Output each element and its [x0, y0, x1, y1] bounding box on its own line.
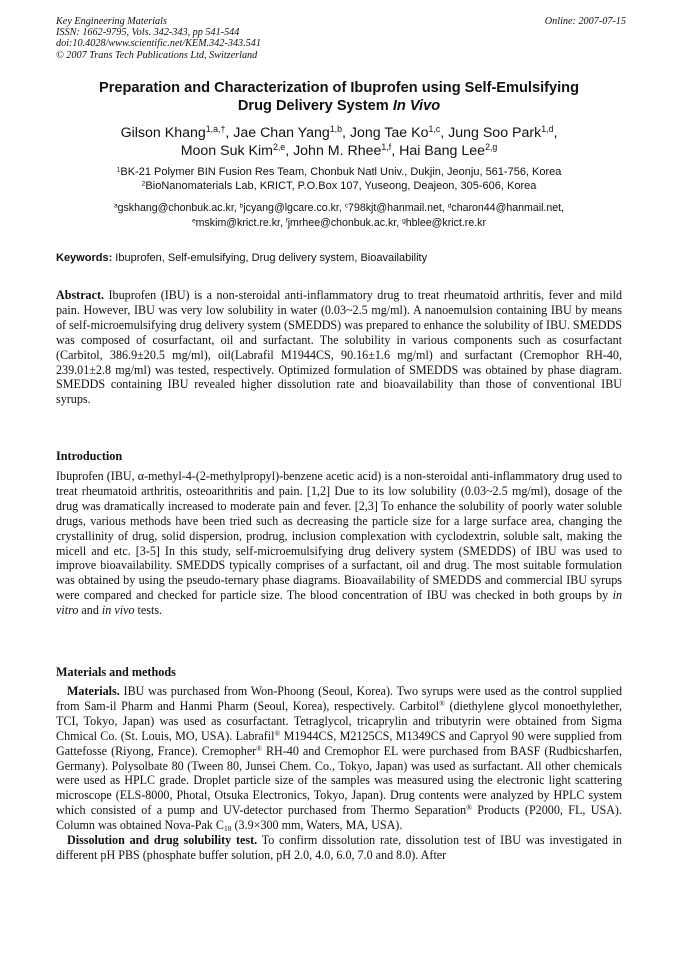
paper-title [40, 80, 638, 115]
in-vivo-term: in vivo [101, 603, 135, 618]
author-line-2: Moon Suk Kim$^{2,e}$, John M. Rhee$^{1,f}$, Hai Bang Lee$^{2,g}$ [180, 142, 498, 159]
email-sup: e [192, 216, 196, 224]
copyright: © 2007 Trans Tech Publications Ltd, Switzerland [56, 49, 258, 61]
author: Gilson Khang [120, 125, 206, 141]
affiliation-text: BK-21 Polymer BIN Fusion Res Team, Chonbuk Natl Univ., Dukjin, Jeonju, 561-756, Korea [120, 166, 562, 178]
registered-mark: ® [256, 743, 262, 753]
registered-mark: ® [466, 803, 472, 813]
author: Hai Bang Lee [399, 143, 486, 159]
materials-text: IBU was purchased from Won-Phoong (Seoul, Korea). Two syrups were used as the control supplied from Sam-il Pharm and Hanmi Pharm (Seoul, Korea), respectively. Carbitol [56, 684, 622, 713]
in-vitro-term: in vitro [56, 588, 622, 618]
section-heading-methods [56, 665, 176, 680]
materials-paragraph [56, 684, 622, 833]
introduction-body [56, 469, 622, 618]
title-line-2-text: Drug Delivery System [237, 97, 393, 114]
registered-mark: ® [274, 728, 281, 738]
introduction-text: tests. [134, 603, 163, 618]
author-sup: 1,c [428, 124, 441, 135]
keywords-text: Ibuprofen, Self-emulsifying, Drug delivery system, Bioavailability [112, 252, 428, 264]
subscript: 18 [223, 824, 232, 834]
dissolution-label: Dissolution and drug solubility test. [67, 833, 258, 848]
title-line-2 [40, 98, 638, 116]
email-link[interactable]: jcyang@lgcare.co.kr, [243, 202, 345, 214]
methods-body [56, 684, 622, 863]
issn: ISSN: 1662-9795, Vols. 342-343, pp 541-544 [56, 27, 240, 39]
author-list [40, 124, 638, 160]
author-sup: 1,f [381, 142, 392, 153]
email-link[interactable]: jmrhee@chonbuk.ac.kr, [287, 216, 403, 229]
affiliation-sup: 2 [141, 180, 146, 188]
materials-text: (3.9×300 mm, Waters, MA, USA). [231, 818, 403, 833]
materials-text: M1944CS, M2125CS, M1349CS and Capryol 90 were supplied from Gattefosse (Riyong, France). Cremopher [56, 728, 622, 758]
author-sup: 2,g [485, 142, 498, 153]
email-sup: g [402, 216, 406, 224]
affiliation-2 [40, 179, 638, 193]
email-sup: f [285, 216, 288, 224]
materials-label: Materials. [67, 684, 120, 698]
affiliation-sup: 1 [116, 166, 121, 174]
title-line-1: Preparation and Characterization of Ibuprofen using Self-Emulsifying [98, 80, 580, 96]
email-link[interactable]: mskim@krict.re.kr, [195, 216, 286, 229]
author-sup: 2,e [272, 142, 286, 153]
author-sup: 1,a,† [205, 124, 226, 135]
author-line-1: Gilson Khang$^{1,a,\dagger}$, Jae Chan Yang$^{1,b}$, Jong Tae Ko$^{1,c}$, Jung Soo Park$^{1,d}$, [120, 124, 558, 141]
email-sup: a [113, 202, 118, 210]
doi: doi:10.4028/www.scientific.net/KEM.342-343.541 [56, 38, 261, 50]
email-link[interactable]: hblee@krict.re.kr [405, 216, 486, 229]
affiliation-text: BioNanomaterials Lab, KRICT, P.O.Box 107, Yuseong, Deajeon, 305-606, Korea [145, 180, 537, 192]
email-line-1 [40, 201, 638, 216]
affiliations [40, 165, 638, 193]
registered-mark: ® [439, 698, 445, 708]
materials-text: RH-40 and Cremophor EL were purchased from BASF (Rudbicsharfen, Germany). Polysolbate 80 (Tween 80, Junsei Chem. Co., Tokyo, Japan) was used as surfactant. All other chemicals were used as HPLC grade. Droplet particle size of the samples was measured using the electronic light scattering microscope (ELS-8000, Photal, Otsuka Electronics, Tokyo, Japan). Drug contents were analyzed by HPLC system which consisted of a pump and UV-detector purchased from Thermo Separation [56, 743, 622, 818]
email-link[interactable]: 798kjt@hanmail.net, [348, 202, 448, 214]
abstract-label: Abstract. [56, 288, 105, 302]
introduction-text: Ibuprofen (IBU, α-methyl-4-(2-methylpropyl)-benzene acetic acid) is a non-steroidal anti-inflammatory drug used to treat rheumatoid arthritis, osteoarithritis and pain. [1,2] Due to its low solubility (0.03~2.5 mg/ml), dosage of the drug was dramatically increased to moderate pain and fever. [2,3] To enhance the solubility of poorly water soluble drugs, various methods have been tried such as decreasing the particle size for a large surface area, changing the crystallinity of drug, solid dispersion, prodrug, inclusion complexation with cyclodextrin, soluble salt, making the micell and etc. [3-5] In this study, self-microemulsifying drug delivery system (SMEDDS) of IBU was used to improve bioavailability. SMEDDS typically comprises of a surfactant, oil and drug. The most suitable formulation was obtained by using the pseudo-ternary phase diagrams. Bioavailability of SMEDDS and commercial IBU syrups were compared and checked for particle size. The blood concentration of IBU was checked in both groups by [56, 469, 622, 603]
introduction-text: and [78, 603, 102, 618]
author: Jae Chan Yang [233, 125, 330, 141]
affiliation-1 [40, 165, 638, 179]
email-sup: c [344, 202, 349, 210]
author: John M. Rhee [293, 143, 382, 159]
abstract [56, 288, 622, 407]
keywords [56, 251, 622, 265]
email-sup: d [447, 202, 452, 210]
author: Jong Tae Ko [349, 125, 429, 141]
materials-text: (diethylene glycol monoethylether, TCI, Tokyo, Japan) was used as cosurfactant. Tetraglycol, tricaprylin and tributyrin were obtained from Sigma Chmical Co. (St. Louis, MO, USA). Labrafil [56, 698, 622, 743]
materials-text: Products (P2000, FL, USA). Column was obtained Nova-Pak C [56, 803, 622, 833]
keywords-label: Keywords: [56, 252, 113, 264]
email-link[interactable]: charon44@hanmail.net, [451, 202, 565, 214]
email-sup: b [239, 202, 244, 210]
running-header [56, 16, 626, 61]
title-in-vivo: In Vivo [392, 97, 441, 114]
email-list [40, 201, 638, 230]
introduction-heading: Introduction [56, 449, 123, 463]
section-heading-introduction [56, 449, 122, 464]
email-link[interactable]: gskhang@chonbuk.ac.kr, [117, 202, 240, 214]
author: Moon Suk Kim [180, 143, 273, 159]
email-line-2 [40, 216, 638, 231]
abstract-text: Ibuprofen (IBU) is a non-steroidal anti-inflammatory drug to treat rheumatoid arthritis, fever and mild pain. However, IBU was very low solubility in water (0.03~2.5 mg/ml). A nanoemulsion containing IBU by means of self-microemulsifying drug delivery system (SMEDDS) was prepared to enhance the solubility of IBU. SMEDDS was composed of cosurfactant, oil and surfactant. The solubility in various components such as cosurfactant (Carbitol, 386.9±20.5 mg/ml), oil(Labrafil M1944CS, 90.16±1.6 mg/ml) and surfactant (Cremophor RH-40, 239.01±2.8 mg/ml) was tested, respectively. Optimized formulation of SMEDDS was obtained by phase diagram. SMEDDS containing IBU revealed higher dissolution rate and bioavailability than those of conventional IBU syrups. [56, 288, 622, 407]
author: Jung Soo Park [448, 125, 542, 141]
journal-name: Key Engineering Materials [56, 16, 167, 27]
methods-heading: Materials and methods [56, 665, 176, 679]
dissolution-paragraph [56, 833, 622, 863]
author-sup: 1,d [541, 124, 554, 135]
online-date: Online: 2007-07-15 [544, 16, 626, 27]
author-sup: 1,b [329, 124, 342, 135]
dissolution-text: To confirm dissolution rate, dissolution test of IBU was investigated in different pH PBS (phosphate buffer solution, pH 2.0, 4.0, 6.0, 7.0 and 8.0). After [56, 833, 622, 862]
